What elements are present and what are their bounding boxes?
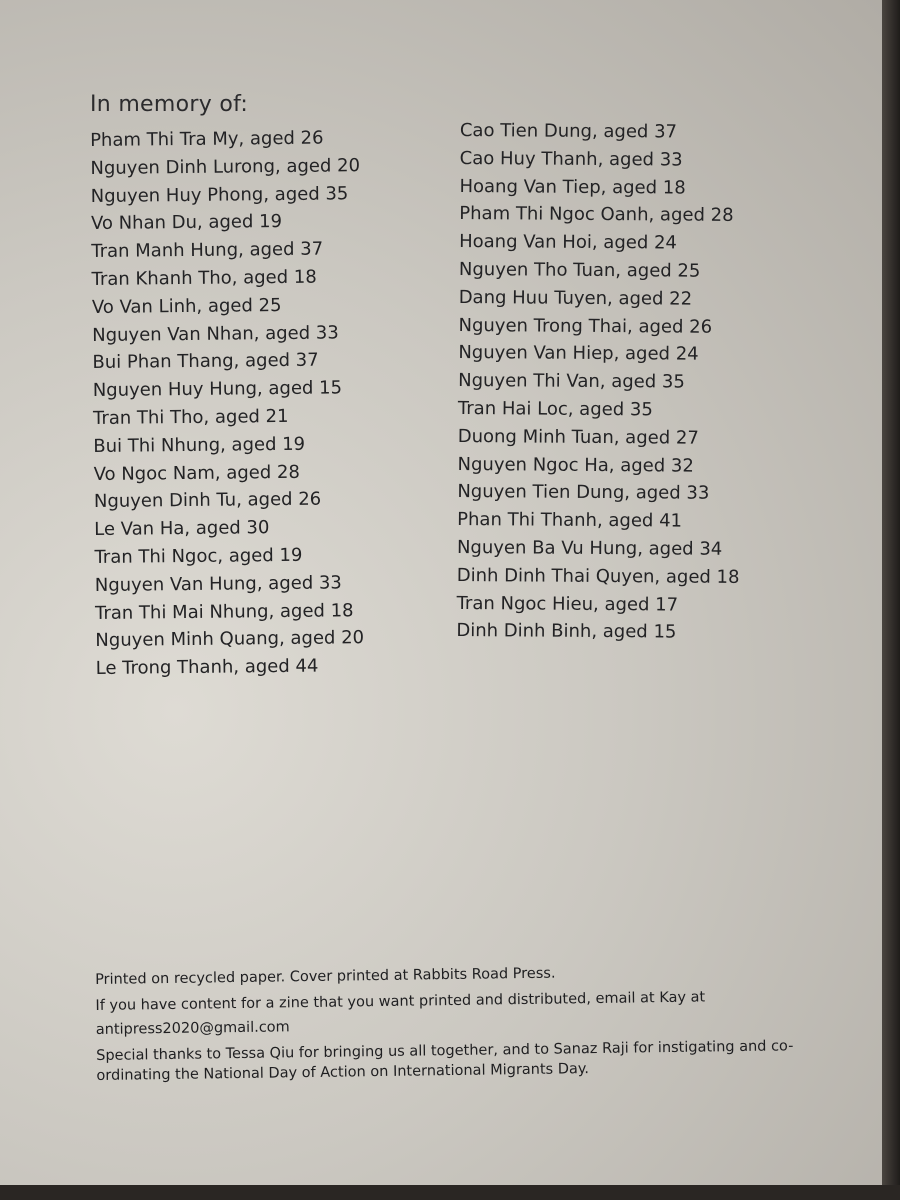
names-list-left — [90, 124, 365, 683]
list-item: Bui Thi Nhung, aged 19 — [93, 433, 306, 457]
contact-email: antipress2020@gmail.com — [95, 1019, 290, 1038]
list-item: Bui Phan Thang, aged 37 — [92, 349, 319, 374]
list-item: Tran Manh Hung, aged 37 — [91, 238, 324, 263]
list-item: Duong Minh Tuan, aged 27 — [457, 425, 699, 449]
list-item: Vo Nhan Du, aged 19 — [90, 211, 283, 235]
list-item: Pham Thi Tra My, aged 26 — [90, 127, 324, 151]
list-item: Nguyen Huy Hung, aged 15 — [92, 377, 343, 402]
list-item: Nguyen Thi Van, aged 35 — [458, 370, 685, 393]
list-item: Le Trong Thanh, aged 44 — [95, 655, 319, 680]
list-item: Cao Tien Dung, aged 37 — [459, 119, 678, 143]
colophon — [95, 960, 837, 1092]
names-list-right — [456, 117, 742, 647]
page-bottom-shadow — [0, 1185, 900, 1200]
list-item: Le Van Ha, aged 30 — [94, 517, 270, 541]
list-item: Nguyen Tho Tuan, aged 25 — [458, 258, 701, 282]
list-item: Nguyen Dinh Tu, aged 26 — [93, 488, 322, 513]
list-item: Dang Huu Tuyen, aged 22 — [458, 286, 693, 310]
list-item: Tran Khanh Tho, aged 18 — [91, 266, 317, 290]
list-item: Nguyen Huy Phong, aged 35 — [90, 182, 349, 207]
list-item: Tran Thi Ngoc, aged 19 — [94, 544, 303, 568]
page-edge-shadow — [882, 0, 900, 1200]
list-item: Nguyen Ba Vu Hung, aged 34 — [456, 536, 723, 560]
list-item: Nguyen Van Hiep, aged 24 — [458, 342, 699, 366]
list-item: Tran Thi Tho, aged 21 — [92, 405, 289, 429]
list-item: Hoang Van Hoi, aged 24 — [459, 231, 677, 254]
list-item: Tran Hai Loc, aged 35 — [457, 397, 653, 421]
printed-note: Printed on recycled paper. Cover printed at Rabbits Road Press. — [95, 965, 556, 988]
list-item: Cao Huy Thanh, aged 33 — [459, 147, 683, 171]
list-item: Phan Thi Thanh, aged 41 — [457, 509, 683, 532]
list-item: Hoang Van Tiep, aged 18 — [459, 175, 686, 199]
list-item: Vo Van Linh, aged 25 — [91, 294, 282, 318]
list-item: Nguyen Van Nhan, aged 33 — [92, 321, 339, 346]
page-heading: In memory of: — [90, 92, 249, 117]
list-item: Vo Ngoc Nam, aged 28 — [93, 461, 300, 485]
list-item: Pham Thi Ngoc Oanh, aged 28 — [459, 203, 734, 227]
list-item: Nguyen Trong Thai, aged 26 — [458, 314, 713, 338]
list-item: Tran Ngoc Hieu, aged 17 — [456, 592, 679, 616]
content-note: If you have content for a zine that you want printed and distributed, email at Kay at — [95, 989, 706, 1014]
list-item: Dinh Dinh Thai Quyen, aged 18 — [456, 564, 740, 588]
list-item: Nguyen Van Hung, aged 33 — [94, 572, 342, 596]
list-item: Tran Thi Mai Nhung, aged 18 — [94, 599, 354, 624]
list-item: Nguyen Minh Quang, aged 20 — [95, 627, 365, 652]
list-item: Dinh Dinh Binh, aged 15 — [456, 620, 677, 643]
list-item: Nguyen Ngoc Ha, aged 32 — [457, 453, 694, 477]
thanks-note: Special thanks to Tessa Qiu for bringing us all together, and to Sanaz Raji for instigating and co-ordinating the National Day of Action on International Migrants Day. — [96, 1038, 794, 1084]
list-item: Nguyen Tien Dung, aged 33 — [457, 481, 710, 505]
list-item: Nguyen Dinh Lurong, aged 20 — [90, 154, 361, 179]
